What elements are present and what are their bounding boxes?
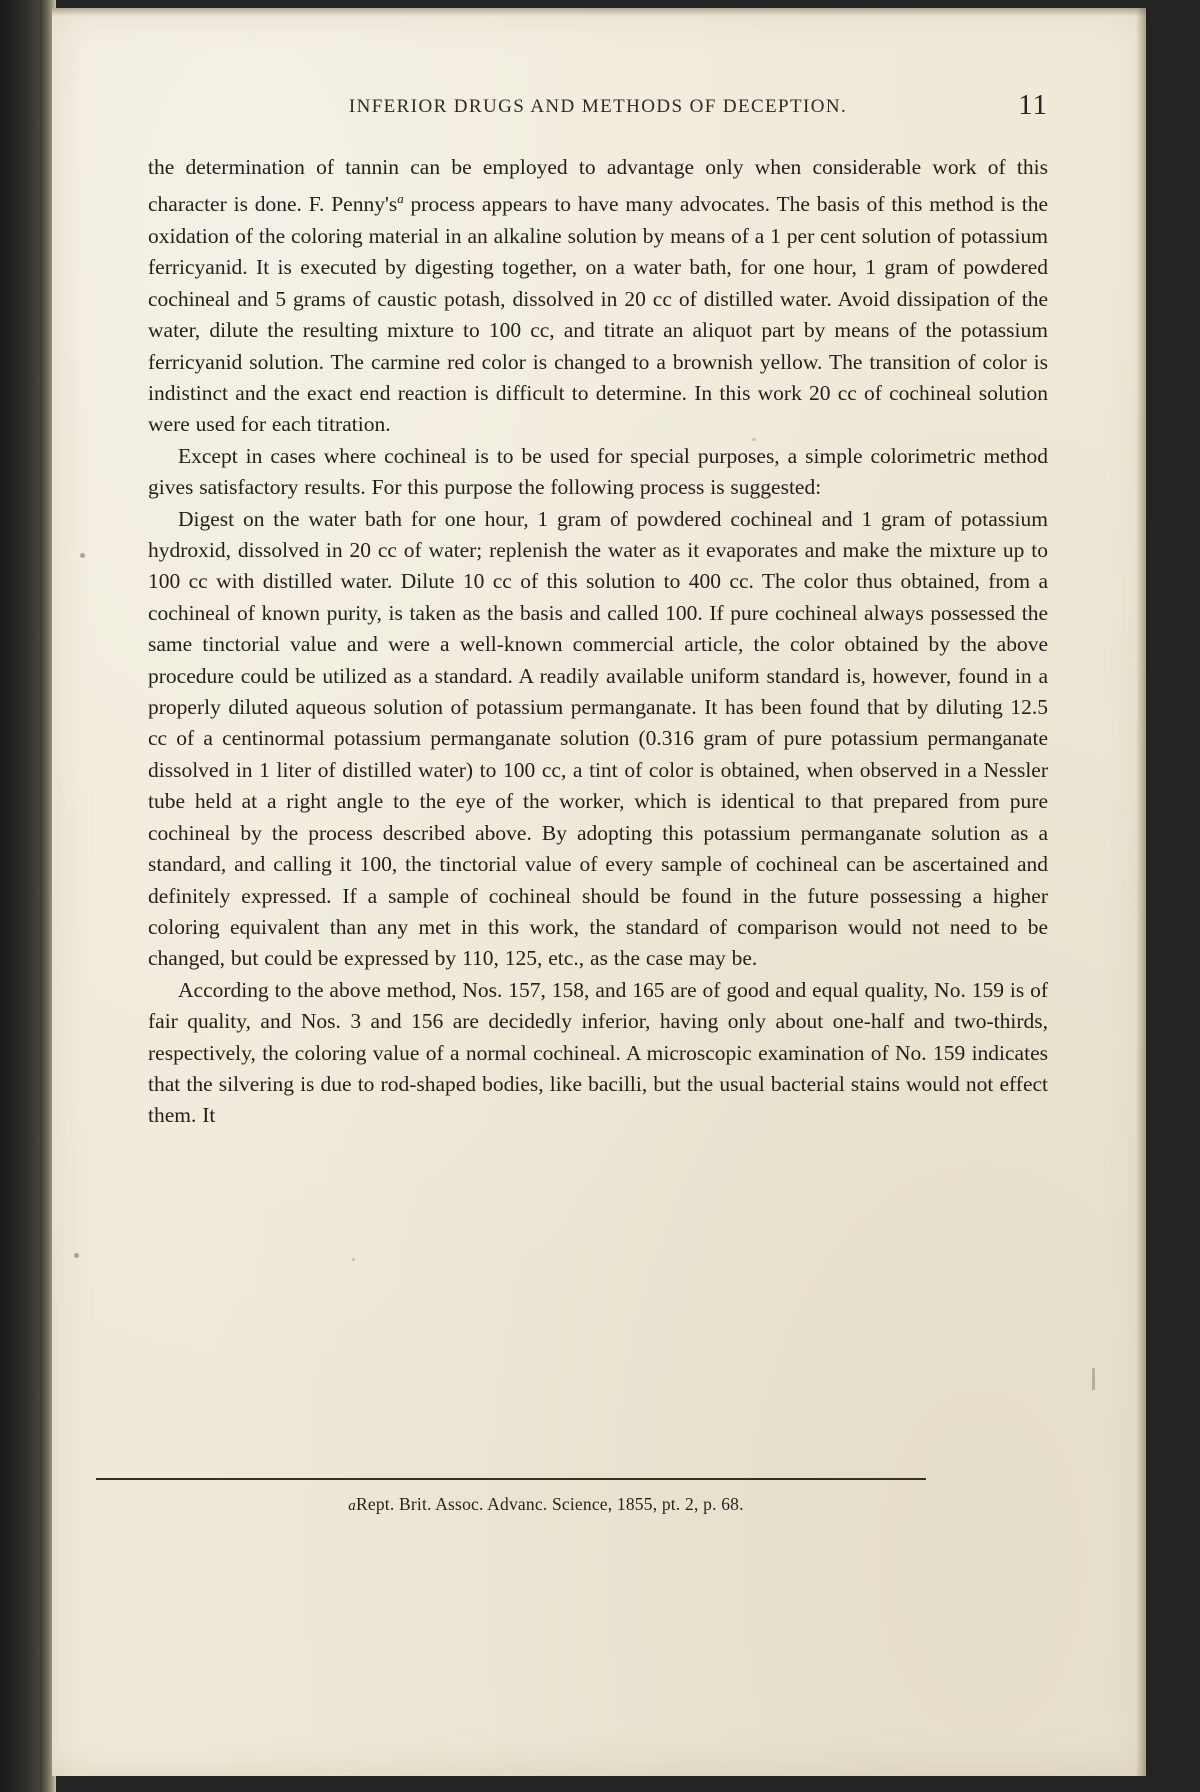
- paper-speck: [352, 1258, 355, 1261]
- book-spine-shadow: [0, 0, 42, 1792]
- margin-mark: [80, 553, 85, 558]
- margin-mark: [1092, 1368, 1095, 1390]
- paragraph-1-text-b: process appears to have many advocates. The basis of this method is the oxidation of the coloring material in an alkaline solution by means of a 1 per cent solution of potassium ferricyanid. It is executed by digesting together, on a water bath, for one hour, 1 gram of powdered cochineal and 5 grams of caustic potash, dissolved in 20 cc of distilled water. Avoid dissipation of the water, dilute the resulting mixture to 100 cc, and titrate an aliquot part by means of the potassium ferricyanid solution. The carmine red color is changed to a brownish yellow. The transition of color is indistinct and the exact end reaction is difficult to determine. In this work 20 cc of cochineal solution were used for each titration.: [148, 192, 1048, 437]
- paragraph-2: Except in cases where cochineal is to be used for special purposes, a simple colorimetric method gives satisfactory results. For this purpose the following process is suggested:: [148, 443, 1048, 500]
- footnote-text: Rept. Brit. Assoc. Advanc. Science, 1855, pt. 2, p. 68.: [356, 1494, 744, 1514]
- running-head: [148, 89, 1048, 121]
- paragraph-4: According to the above method, Nos. 157, 158, and 165 are of good and equal quality, No. 159 is of fair quality, and Nos. 3 and 156 are decidedly inferior, having only about one-half and two-thirds, respectively, the coloring value of a normal cochineal. A microscopic examination of No. 159 indicates that the silvering is due to rod-shaped bodies, like bacilli, but the usual bacterial stains would not effect them. It: [148, 977, 1048, 1128]
- paper-sheet: [52, 8, 1146, 1776]
- page-number: 11: [1018, 89, 1048, 121]
- margin-mark: [74, 1253, 79, 1258]
- footnote-block: [96, 1478, 996, 1515]
- paper-top-edge: [52, 8, 1146, 16]
- footnote-reference-marker: a: [397, 191, 404, 207]
- paper-right-edge: [1136, 8, 1146, 1776]
- footnote-marker: a: [348, 1498, 356, 1514]
- paragraph-1: [148, 152, 1048, 441]
- footnote: [96, 1494, 996, 1515]
- paragraph-1-text-a: the determination of tannin can be employed to advantage only when considerable work of this character is done. F. Penny's: [148, 155, 1048, 217]
- page-content: [148, 89, 1048, 1132]
- paragraph-3: Digest on the water bath for one hour, 1 gram of powdered cochineal and 1 gram of potassium hydroxid, dissolved in 20 cc of water; replenish the water as it evaporates and make the mixture up to 100 cc with distilled water. Dilute 10 cc of this solution to 400 cc. The color thus obtained, from a cochineal of known purity, is taken as the basis and called 100. If pure cochineal always possessed the same tinctorial value and were a well-known commercial article, the color obtained by the above procedure could be utilized as a standard. A readily available uniform standard is, however, found in a properly diluted aqueous solution of potassium permanganate. It has been found that by diluting 12.5 cc of a centinormal potassium permanganate solution (0.316 gram of pure potassium permanganate dissolved in 1 liter of distilled water) to 100 cc, a tint of color is obtained, when observed in a Nessler tube held at a right angle to the eye of the worker, which is identical to that prepared from pure cochineal by the process described above. By adopting this potassium permanganate solution as a standard, and calling it 100, the tinctorial value of every sample of cochineal can be ascertained and definitely expressed. If a sample of cochineal should be found in the future possessing a higher coloring equivalent than any met in this work, the standard of comparison would not need to be changed, but could be expressed by 110, 125, etc., as the case may be.: [148, 506, 1048, 971]
- running-head-title: INFERIOR DRUGS AND METHODS OF DECEPTION.: [348, 96, 848, 117]
- footnote-divider: [96, 1478, 926, 1480]
